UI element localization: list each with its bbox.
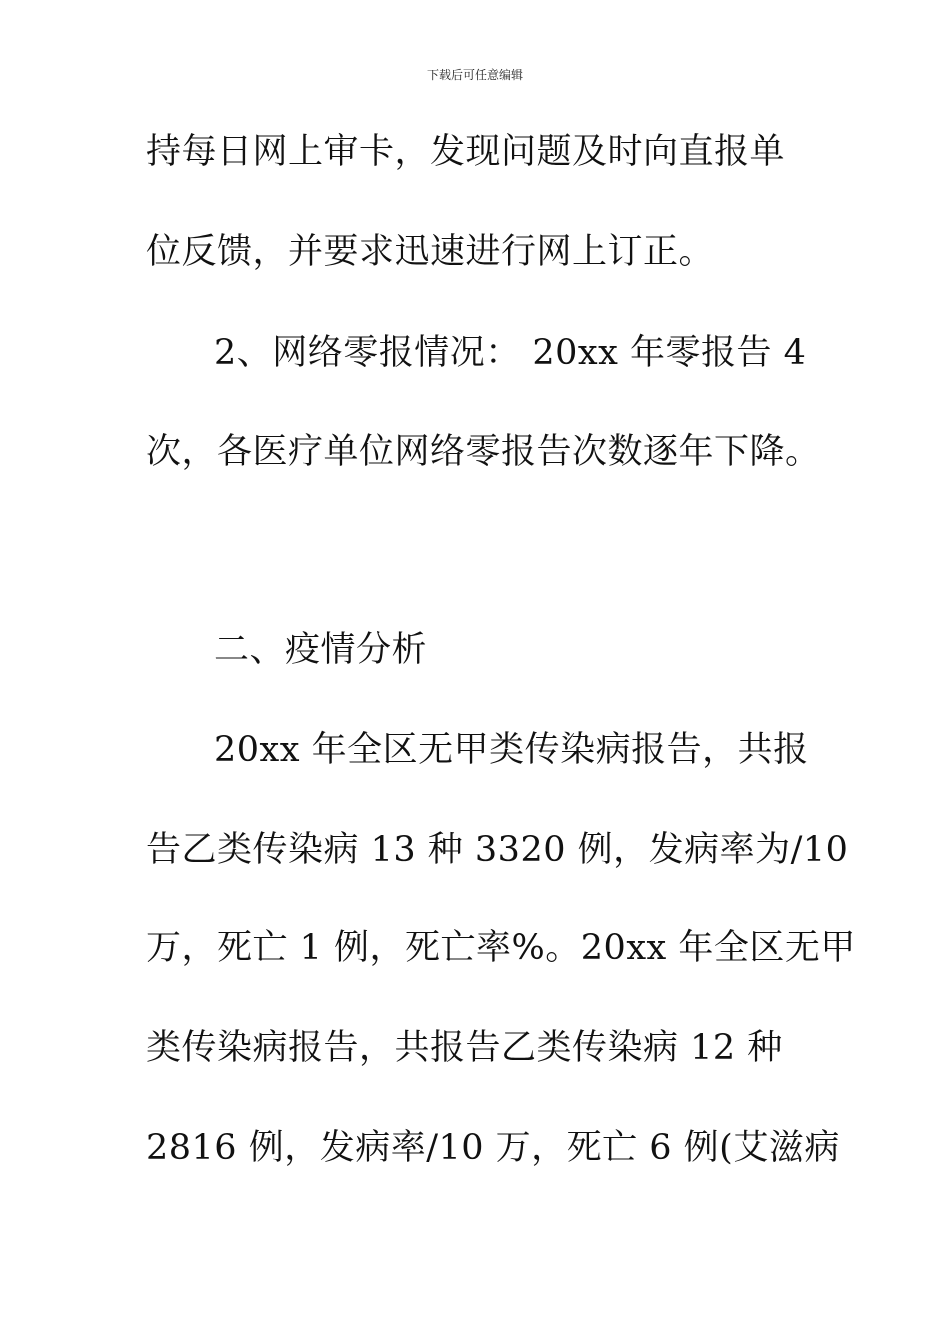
- section-heading: 二、疫情分析: [214, 630, 428, 670]
- body-line-10: 2816 例，发病率/10 万，死亡 6 例(艾滋病: [146, 1128, 840, 1168]
- body-line-7: 告乙类传染病 13 种 3320 例，发病率为/10: [146, 830, 849, 870]
- body-line-9: 类传染病报告，共报告乙类传染病 12 种: [146, 1028, 783, 1068]
- body-line-3: 2、网络零报情况： 20xx 年零报告 4: [214, 333, 807, 373]
- body-line-1: 持每日网上审卡，发现问题及时向直报单: [146, 132, 786, 172]
- body-line-6: 20xx 年全区无甲类传染病报告，共报: [214, 730, 809, 770]
- body-line-4: 次，各医疗单位网络零报告次数逐年下降。: [146, 432, 821, 472]
- page-header: 下载后可任意编辑: [426, 68, 523, 82]
- body-line-8: 万，死亡 1 例，死亡率%。20xx 年全区无甲: [146, 928, 856, 968]
- body-line-2: 位反馈，并要求迅速进行网上订正。: [146, 232, 715, 272]
